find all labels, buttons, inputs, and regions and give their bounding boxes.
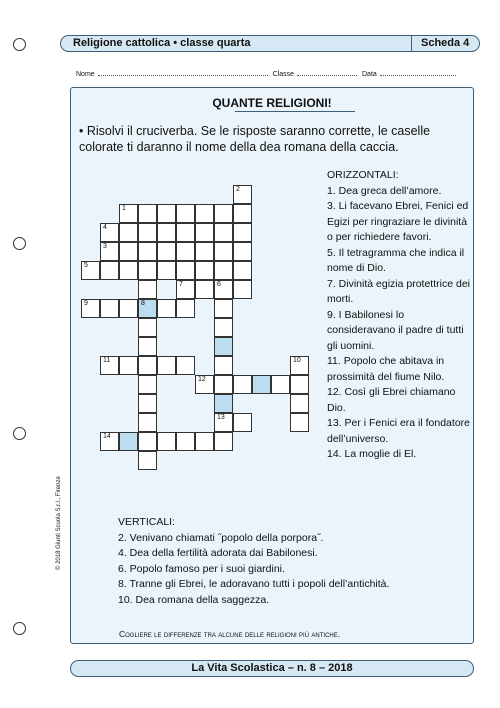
clue: 2. Venivano chiamati ˝popolo della porpora˝. <box>118 531 324 544</box>
crossword-cell-highlighted[interactable] <box>214 337 233 356</box>
subject-title: Religione cattolica • classe quarta <box>73 37 251 49</box>
title-underline <box>235 111 355 112</box>
class-line[interactable] <box>297 69 357 76</box>
crossword-cell[interactable] <box>138 451 157 470</box>
footer-bar: La Vita Scolastica – n. 8 – 2018 <box>70 660 474 677</box>
cell-number: 1 <box>122 205 126 212</box>
crossword-cell-highlighted[interactable] <box>214 394 233 413</box>
cell-number: 14 <box>103 433 111 440</box>
crossword-cell[interactable] <box>138 261 157 280</box>
clue: 8. Tranne gli Ebrei, le adoravano tutti i popoli dell’antichità. <box>118 578 390 590</box>
name-line[interactable] <box>98 69 268 76</box>
date-line[interactable] <box>380 69 456 76</box>
header-divider <box>411 36 412 51</box>
crossword-cell[interactable] <box>290 375 309 394</box>
crossword-cell[interactable] <box>271 375 290 394</box>
crossword-cell[interactable] <box>157 432 176 451</box>
crossword-cell[interactable] <box>214 318 233 337</box>
crossword-cell[interactable] <box>100 432 119 451</box>
cell-number: 8 <box>141 300 145 307</box>
crossword-cell[interactable] <box>176 242 195 261</box>
clue: 3. Li facevano Ebrei, Fenici ed Egizi per ringraziare le divinità o per richiedere favori. <box>327 200 469 243</box>
header-bar <box>60 35 480 52</box>
crossword-cell[interactable] <box>119 261 138 280</box>
crossword-cell[interactable] <box>138 394 157 413</box>
crossword-cell[interactable] <box>195 261 214 280</box>
cell-number: 7 <box>179 281 183 288</box>
crossword-cell[interactable] <box>157 204 176 223</box>
crossword-cell[interactable] <box>195 204 214 223</box>
crossword-cell[interactable] <box>100 261 119 280</box>
crossword-cell[interactable] <box>233 223 252 242</box>
crossword-cell[interactable] <box>195 432 214 451</box>
crossword-cell[interactable] <box>176 432 195 451</box>
clue: 12. Così gli Ebrei chiamano Dio. <box>327 386 456 414</box>
crossword-cell[interactable] <box>214 261 233 280</box>
crossword-cell[interactable] <box>176 280 195 299</box>
vertical-clues <box>118 515 448 608</box>
crossword-cell[interactable] <box>138 432 157 451</box>
crossword-cell[interactable] <box>214 223 233 242</box>
cell-number: 11 <box>103 357 111 364</box>
cell-number: 9 <box>84 300 88 307</box>
crossword-cell[interactable] <box>214 280 233 299</box>
crossword-cell[interactable] <box>233 204 252 223</box>
crossword-cell[interactable] <box>138 242 157 261</box>
crossword-cell[interactable] <box>290 413 309 432</box>
clue: 6. Popolo famoso per i suoi giardini. <box>118 562 285 575</box>
binder-hole <box>13 237 26 250</box>
crossword-cell[interactable] <box>290 356 309 375</box>
crossword-cell[interactable] <box>233 261 252 280</box>
crossword-cell[interactable] <box>233 242 252 261</box>
crossword-cell[interactable] <box>119 223 138 242</box>
crossword-cell[interactable] <box>157 299 176 318</box>
crossword-cell[interactable] <box>138 318 157 337</box>
clue: 10. Dea romana della saggezza. <box>118 593 270 606</box>
clue: 9. I Babilonesi lo consideravano il padre di tutti gli uomini. <box>327 308 464 352</box>
crossword-cell[interactable] <box>214 299 233 318</box>
crossword-cell[interactable] <box>176 223 195 242</box>
crossword-cell[interactable] <box>157 242 176 261</box>
crossword-cell[interactable] <box>195 375 214 394</box>
horizontal-clues <box>327 168 470 463</box>
crossword-cell[interactable] <box>176 356 195 375</box>
clue: 11. Popolo che abitava in prossimità del fiume Nilo. <box>327 355 445 383</box>
name-label: Nome <box>76 71 95 78</box>
crossword-cell[interactable] <box>214 356 233 375</box>
crossword-cell[interactable] <box>119 299 138 318</box>
crossword-cell[interactable] <box>119 356 138 375</box>
exercise-panel <box>70 87 474 644</box>
crossword-cell[interactable] <box>138 204 157 223</box>
binder-hole <box>13 427 26 440</box>
crossword-cell[interactable] <box>214 242 233 261</box>
crossword-cell[interactable] <box>138 375 157 394</box>
crossword-cell-highlighted[interactable] <box>252 375 271 394</box>
binder-hole <box>13 38 26 51</box>
student-fields <box>76 69 459 78</box>
cell-number: 3 <box>103 243 107 250</box>
crossword-cell[interactable] <box>81 299 100 318</box>
crossword-cell[interactable] <box>214 204 233 223</box>
crossword-cell[interactable] <box>157 356 176 375</box>
crossword-cell-highlighted[interactable] <box>138 299 157 318</box>
cell-number: 13 <box>217 414 225 421</box>
clue: 5. Il tetragramma che indica il nome di Dio. <box>327 246 465 274</box>
crossword-cell[interactable] <box>195 280 214 299</box>
crossword-cell[interactable] <box>138 337 157 356</box>
cell-number: 4 <box>103 224 107 231</box>
cell-number: 10 <box>293 357 301 364</box>
crossword-cell[interactable] <box>233 375 252 394</box>
crossword-cell[interactable] <box>81 261 100 280</box>
crossword-cell[interactable] <box>138 280 157 299</box>
cell-number: 12 <box>198 376 206 383</box>
clue: 7. Divinità egizia protettrice dei morti. <box>327 277 470 305</box>
crossword-cell[interactable] <box>138 413 157 432</box>
date-label: Data <box>362 71 377 78</box>
crossword-cell[interactable] <box>119 242 138 261</box>
crossword-cell[interactable] <box>214 432 233 451</box>
sheet-number: Scheda 4 <box>421 37 470 49</box>
crossword-cell[interactable] <box>119 204 138 223</box>
crossword-cell[interactable] <box>176 204 195 223</box>
clue: 14. La moglie di El. <box>327 448 417 460</box>
vertical-heading: VERTICALI: <box>118 516 175 528</box>
crossword-cell[interactable] <box>157 223 176 242</box>
crossword-cell[interactable] <box>100 242 119 261</box>
crossword-cell[interactable] <box>214 413 233 432</box>
crossword-cell[interactable] <box>233 185 252 204</box>
crossword-cell-highlighted[interactable] <box>119 432 138 451</box>
cell-number: 5 <box>84 262 88 269</box>
crossword-cell[interactable] <box>100 299 119 318</box>
crossword-cell[interactable] <box>138 356 157 375</box>
crossword-cell[interactable] <box>290 394 309 413</box>
instruction-text: • Risolvi il cruciverba. Se le risposte saranno corrette, le caselle colorate ti daranno il nome della dea romana della caccia. <box>79 124 431 154</box>
crossword-cell[interactable] <box>100 356 119 375</box>
teaching-note: Cogliere le differenze tra alcune delle religioni più antiche. <box>119 629 341 639</box>
class-label: Classe <box>272 71 295 78</box>
copyright-text: © 2018 Giunti Scuola S.r.l., Firenze <box>56 476 62 570</box>
binder-hole <box>13 622 26 635</box>
clue: 1. Dea greca dell’amore. <box>327 184 442 197</box>
crossword-cell[interactable] <box>100 223 119 242</box>
cell-number: 2 <box>236 186 240 193</box>
crossword-cell[interactable] <box>233 413 252 432</box>
crossword-cell[interactable] <box>214 375 233 394</box>
cell-number: 6 <box>217 281 221 288</box>
clue: 13. Per i Fenici era il fondatore dell’universo. <box>327 417 470 445</box>
crossword-cell[interactable] <box>157 261 176 280</box>
crossword-cell[interactable] <box>195 242 214 261</box>
crossword-cell[interactable] <box>195 223 214 242</box>
horizontal-heading: ORIZZONTALI: <box>327 169 399 181</box>
crossword-cell[interactable] <box>176 261 195 280</box>
crossword-cell[interactable] <box>176 299 195 318</box>
exercise-title: QUANTE RELIGIONI! <box>212 96 332 110</box>
crossword-cell[interactable] <box>138 223 157 242</box>
clue: 4. Dea della fertilità adorata dai Babilonesi. <box>118 547 318 559</box>
crossword-cell[interactable] <box>233 280 252 299</box>
